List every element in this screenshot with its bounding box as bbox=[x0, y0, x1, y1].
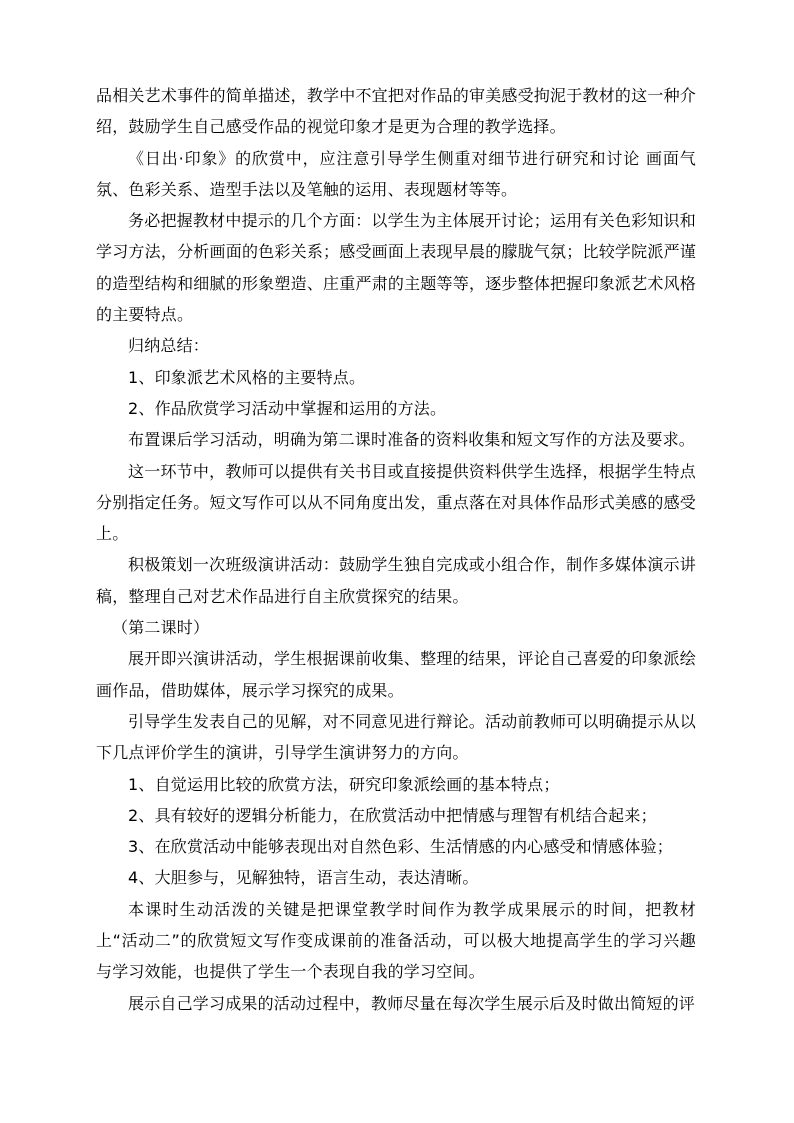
paragraph-16: 4、大胆参与，见解独特，语言生动，表达清晰。 bbox=[128, 868, 479, 888]
paragraph-5: 1、印象派艺术风格的主要特点。 bbox=[128, 367, 366, 387]
paragraph-18: 展示自己学习成果的活动过程中，教师尽量在每次学生展示后及时做出简短的评 bbox=[128, 993, 696, 1013]
paragraph-12: 引导学生发表自己的见解，对不同意见进行辩论。活动前教师可以明确提示从以下几点评价学生的演讲，引导学生演讲努力的方向。 bbox=[96, 711, 696, 763]
paragraph-9: 积极策划一次班级演讲活动：鼓励学生独自完成或小组合作，制作多媒体演示讲稿，整理自己对艺术作品进行自主欣赏探究的结果。 bbox=[96, 555, 696, 606]
document-page bbox=[96, 80, 696, 1019]
paragraph-14: 2、具有较好的逻辑分析能力，在欣赏活动中把情感与理智有机结合起来； bbox=[128, 805, 657, 825]
paragraph-1: 品相关艺术事件的简单描述，教学中不宜把对作品的审美感受拘泥于教材的这一种介绍，鼓励学生自己感受作品的视觉印象才是更为合理的教学选择。 bbox=[96, 86, 696, 137]
paragraph-2: 《日出·印象》的欣赏中，应注意引导学生侧重对细节进行研究和讨论 画面气氛、色彩关系、造型手法以及笔触的运用、表现题材等等。 bbox=[96, 148, 696, 199]
paragraph-4: 归纳总结： bbox=[128, 336, 210, 356]
paragraph-7: 布置课后学习活动，明确为第二课时准备的资料收集和短文写作的方法及要求。 bbox=[128, 430, 696, 450]
paragraph-15: 3、在欣赏活动中能够表现出对自然色彩、生活情感的内心感受和情感体验； bbox=[128, 837, 673, 857]
paragraph-10: （第二课时） bbox=[112, 618, 210, 638]
paragraph-17: 本课时生动活泼的关键是把课堂教学时间作为教学成果展示的时间，把教材上“活动二”的欣赏短文写作变成课前的准备活动，可以极大地提高学生的学习兴趣与学习效能，也提供了学生一个表现自我的学习空间。 bbox=[96, 899, 696, 982]
paragraph-13: 1、自觉运用比较的欣赏方法，研究印象派绘画的基本特点； bbox=[128, 774, 560, 794]
paragraph-6: 2、作品欣赏学习活动中掌握和运用的方法。 bbox=[128, 398, 447, 418]
paragraph-3: 务必把握教材中提示的几个方面：以学生为主体展开讨论；运用有关色彩知识和学习方法，分析画面的色彩关系；感受画面上表现早晨的朦胧气氛；比较学院派严谨的造型结构和细腻的形象塑造、庄重严肃的主题等等，逐步整体把握印象派艺术风格的主要特点。 bbox=[96, 211, 696, 325]
paragraph-8: 这一环节中，教师可以提供有关书目或直接提供资料供学生选择，根据学生特点分别指定任务。短文写作可以从不同角度出发，重点落在对具体作品形式美感的感受上。 bbox=[96, 461, 696, 544]
paragraph-11: 展开即兴演讲活动，学生根据课前收集、整理的结果，评论自己喜爱的印象派绘画作品，借助媒体，展示学习探究的成果。 bbox=[96, 649, 696, 700]
